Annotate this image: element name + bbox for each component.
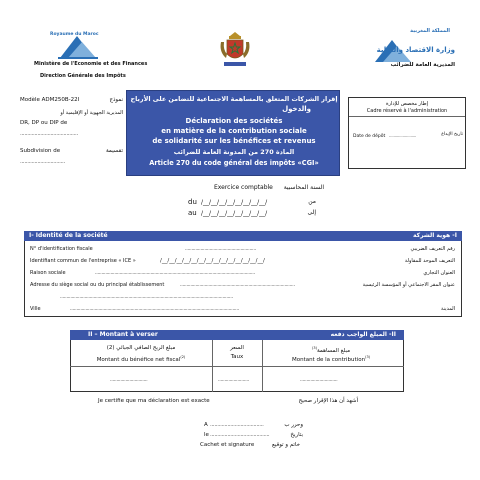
ministry-label-ar: وزارة الاقتصاد والمالية — [376, 46, 455, 54]
right-logo — [345, 28, 455, 88]
exercise-end-date[interactable]: /__/__/__/__/__/__/__/__/ — [201, 210, 268, 217]
exercise-to-ar: إلى — [307, 209, 316, 216]
rate-label: Taux — [230, 354, 244, 360]
ice-label-ar: التعريف الموحد للمقاولة — [404, 258, 455, 264]
admin-title-fr: Cadre réservé à l'administration — [366, 108, 448, 114]
subdivision-label: Subdivision de — [20, 148, 61, 154]
admin-title-ar: إطار مخصص للإدارة — [385, 101, 428, 107]
company-name-label-ar: العنوان التجاري — [423, 270, 455, 276]
model-label: Modèle ADM250B-22I — [20, 97, 80, 103]
left-logo — [30, 30, 148, 82]
coat-of-arms-icon — [218, 30, 252, 70]
place-label: A — [204, 422, 208, 428]
deposit-date-value[interactable]: ........................ — [389, 134, 417, 139]
ministry-label: Ministère de l'Economie et des Finances — [34, 61, 148, 67]
tax-id-label-ar: رقم التعريف الضريبي — [410, 246, 455, 252]
city-label-ar: المدينة — [440, 306, 455, 312]
address-value[interactable]: ......................................................................................... — [180, 282, 295, 288]
date-label-ar: بتاريخ — [290, 432, 303, 438]
place-label-ar: وحرر ب — [284, 422, 303, 428]
tax-id-label: N° d'identification fiscale — [30, 246, 93, 252]
deposit-date-label: Date de dépôt — [353, 134, 386, 139]
certify-statement-ar: أشهد أن هذا الإقرار صحيح — [298, 398, 358, 404]
section-identity-title: I- Identité de la société — [29, 232, 108, 239]
subdivision-label-ar: تقسيمة — [105, 148, 123, 154]
title-ar-line2: والدخول — [282, 105, 311, 113]
exercise-start-date[interactable]: /__/__/__/__/__/__/__/__/ — [201, 199, 268, 206]
signature-label-ar: خاتم و توقيع — [271, 442, 300, 448]
net-profit-label: Montant du bénéfice net fiscal$^{(2)}$ — [96, 355, 186, 363]
address-label: Adresse du siège social ou du principal établissement — [30, 282, 165, 288]
contribution-label-ar: مبلغ المساهمة$^{(3)}$ — [311, 346, 351, 354]
address-label-ar: عنوان المقر الاجتماعي أو المؤسسة الرئيسية — [362, 282, 455, 288]
tax-id-value[interactable]: ....................................................... — [185, 246, 256, 252]
exercise-label-ar: السنة المحاسبية — [283, 184, 324, 191]
section-amount-header — [70, 330, 404, 340]
net-profit-label-ar: مبلغ الربح الصافي الجبائي (2) — [106, 345, 176, 351]
rate-label-ar: السعر — [230, 345, 244, 351]
directorate-field-label-ar: المديرية الجهوية أو الإقليمية أو — [60, 110, 123, 116]
exercise-from-ar: من — [308, 198, 316, 205]
date-label: le — [204, 432, 209, 438]
contribution-value[interactable]: ............................. — [300, 377, 338, 383]
admin-reserved-box — [348, 97, 466, 169]
title-ar-line3: المادة 270 من المدونة العامة للضرائب — [173, 148, 295, 156]
title-fr-line3: de solidarité sur les bénéfices et revenus — [152, 137, 316, 145]
directorate-field-value[interactable]: ........................................ — [20, 131, 78, 137]
kingdom-label: Royaume du Maroc — [50, 32, 99, 37]
rate-value[interactable]: ........................ — [218, 377, 249, 383]
kingdom-label-ar: المملكة المغربية — [410, 28, 450, 34]
title-fr-line1: Déclaration des sociétés — [185, 117, 283, 125]
directorate-label: Direction Générale des Impôts — [40, 73, 126, 79]
company-name-value[interactable]: ............................................................................................................................ — [95, 270, 255, 276]
title-fr-line2: en matière de la contribution sociale — [161, 127, 307, 135]
exercise-label: Exercice comptable — [214, 184, 273, 191]
declaration-title-box — [126, 90, 340, 176]
title-fr-line4: Article 270 du code général des impôts «CGI» — [149, 159, 319, 167]
section-identity-header — [24, 231, 462, 241]
place-value[interactable]: ..................................... — [210, 422, 264, 428]
subdivision-field-value[interactable]: ............................... — [20, 159, 65, 165]
net-profit-value[interactable]: ............................. — [110, 377, 148, 383]
company-name-label: Raison sociale — [30, 270, 66, 276]
certify-statement: Je certifie que ma déclaration est exacte — [98, 398, 210, 404]
ice-value[interactable]: /__/__/__/__/__/__/__/__/__/__/__/__/__/__/ — [160, 258, 265, 264]
exercise-au-label: au — [188, 209, 197, 217]
ice-label: Identifiant commun de l'entreprise « ICE » — [30, 258, 136, 264]
signature-label: Cachet et signature — [200, 442, 255, 448]
exercise-du-label: du — [188, 198, 197, 206]
directorate-label-ar: المديرية العامة للضرائب — [390, 62, 455, 68]
date-value[interactable]: ......................................... — [210, 432, 270, 438]
deposit-date-label-ar: تاريخ الإيداع — [441, 132, 463, 137]
section-identity-title-ar: I- هوية الشركة — [413, 232, 457, 239]
city-label: Ville — [30, 306, 41, 312]
model-label-ar: نموذج — [109, 97, 123, 103]
address-value-line2[interactable]: ...................................................................................................................................... — [60, 294, 233, 300]
city-value[interactable]: ................................................................................................................................... — [70, 306, 239, 312]
directorate-field-label: DR, DP ou DIP de — [20, 120, 68, 126]
title-ar-line1: إقرار الشركات المتعلق بالمساهمة الاجتماعية للتضامن على الأرباح — [130, 95, 338, 103]
contribution-label: Montant de la contribution$^{(3)}$ — [291, 355, 371, 363]
section-amount-title-ar: II- المبلغ الواجب دفعه — [330, 331, 396, 338]
section-amount-title: II – Montant à verser — [88, 331, 158, 338]
